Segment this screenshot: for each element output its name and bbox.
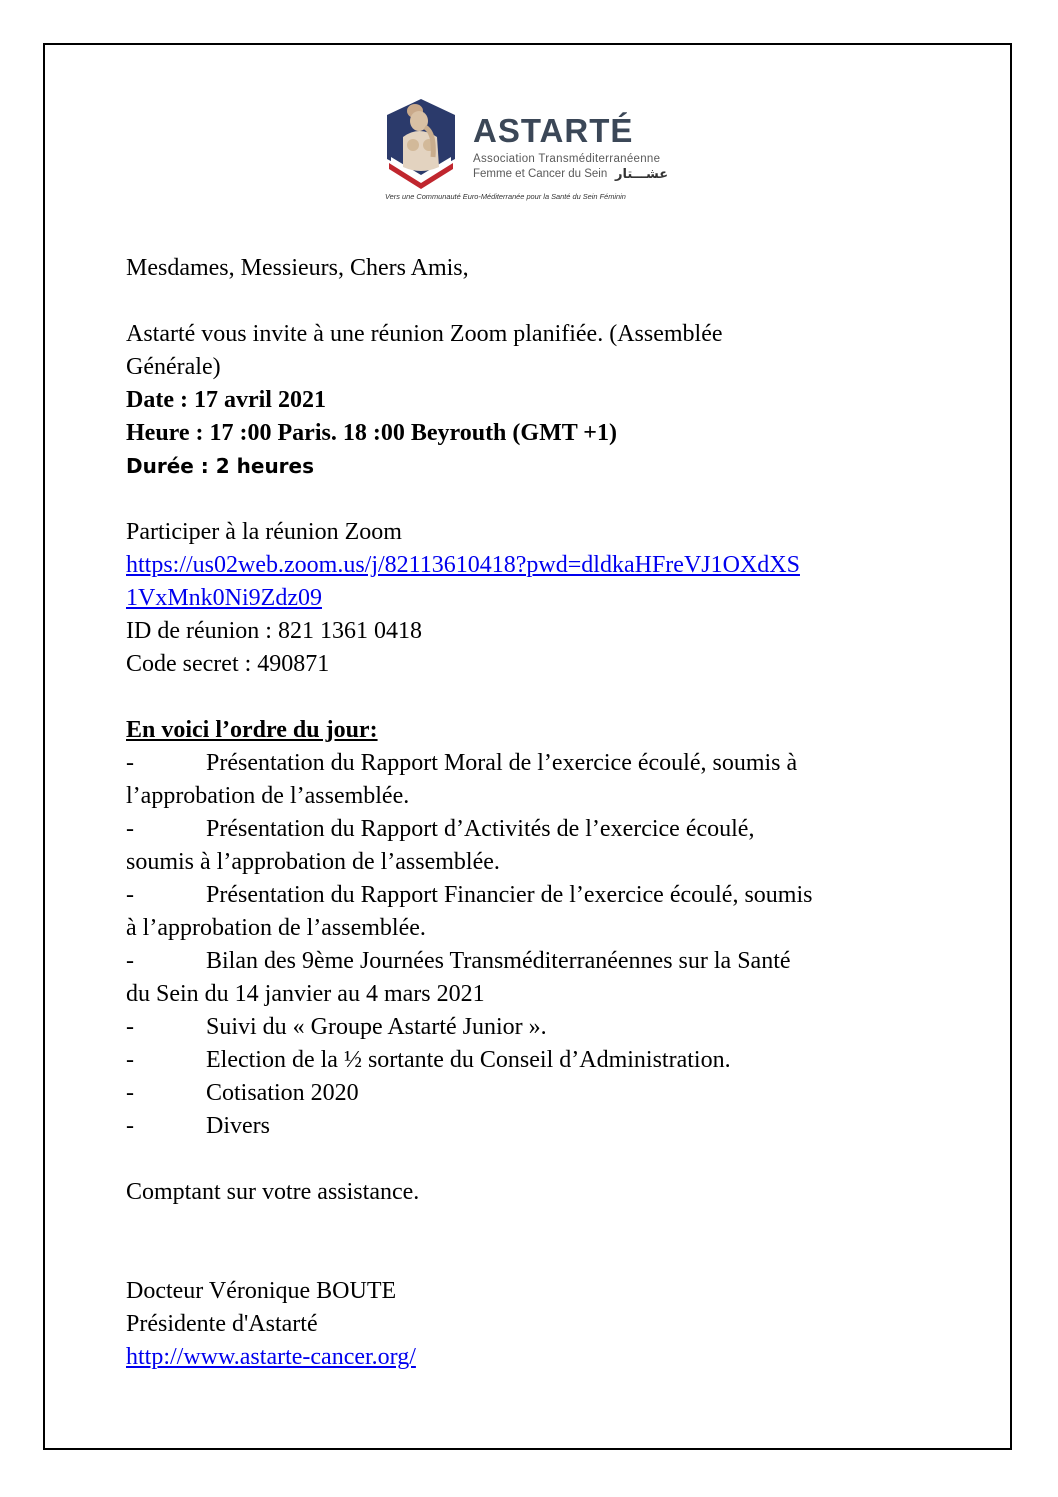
agenda-title: En voici l’ordre du jour: bbox=[126, 717, 378, 743]
zoom-link[interactable] bbox=[126, 549, 946, 615]
statue-shield-icon bbox=[385, 97, 457, 189]
agenda-item: - Cotisation 2020 bbox=[126, 1080, 359, 1106]
greeting: Mesdames, Messieurs, Chers Amis, bbox=[126, 255, 469, 281]
agenda-item: - Présentation du Rapport Financier de l’exercice écoulé, soumis à l’approbation de l’assemblée. bbox=[126, 882, 813, 941]
logo-subtitle-2: Femme et Cancer du Sein bbox=[473, 168, 608, 180]
signature-title: Présidente d'Astarté bbox=[126, 1311, 318, 1337]
agenda-list bbox=[126, 747, 946, 1143]
logo-name: ASTARTÉ bbox=[473, 112, 634, 149]
logo-subtitle-1: Association Transméditerranéenne bbox=[473, 153, 661, 165]
agenda-item: - Election de la ½ sortante du Conseil d’Administration. bbox=[126, 1047, 731, 1073]
letter-body bbox=[126, 252, 946, 1374]
join-label: Participer à la réunion Zoom bbox=[126, 519, 402, 545]
astarte-logo bbox=[385, 97, 675, 207]
logo-arabic-name: عشـــتار bbox=[615, 167, 669, 182]
meeting-duration: Durée : 2 heures bbox=[126, 454, 315, 478]
invite-line-1: Astarté vous invite à une réunion Zoom planifiée. (Assemblée bbox=[126, 321, 723, 347]
agenda-item: - Présentation du Rapport Moral de l’exercice écoulé, soumis à l’approbation de l’assemblée. bbox=[126, 750, 798, 809]
zoom-link-line-2[interactable]: 1VxMnk0Ni9Zdz09 bbox=[126, 585, 322, 611]
invite-line-2: Générale) bbox=[126, 354, 221, 380]
signature-name: Docteur Véronique BOUTE bbox=[126, 1278, 397, 1304]
logo-tagline: Vers une Communauté Euro-Méditerranée pour la Santé du Sein Féminin bbox=[385, 192, 626, 201]
meeting-id: ID de réunion : 821 1361 0418 bbox=[126, 618, 422, 644]
closing-line: Comptant sur votre assistance. bbox=[126, 1179, 420, 1205]
agenda-item: - Bilan des 9ème Journées Transméditerranéennes sur la Santé du Sein du 14 janvier au 4 mars 2021 bbox=[126, 948, 791, 1007]
meeting-time: Heure : 17 :00 Paris. 18 :00 Beyrouth (GMT +1) bbox=[126, 420, 617, 446]
zoom-link-line-1[interactable]: https://us02web.zoom.us/j/82113610418?pwd=dldkaHFreVJ1OXdXS bbox=[126, 552, 800, 578]
website-link[interactable]: http://www.astarte-cancer.org/ bbox=[126, 1344, 416, 1370]
meeting-passcode: Code secret : 490871 bbox=[126, 651, 330, 677]
meeting-date: Date : 17 avril 2021 bbox=[126, 387, 326, 413]
agenda-item: - Présentation du Rapport d’Activités de l’exercice écoulé, soumis à l’approbation de l’assemblée. bbox=[126, 816, 755, 875]
agenda-item: - Divers bbox=[126, 1113, 270, 1139]
agenda-item: - Suivi du « Groupe Astarté Junior ». bbox=[126, 1014, 547, 1040]
